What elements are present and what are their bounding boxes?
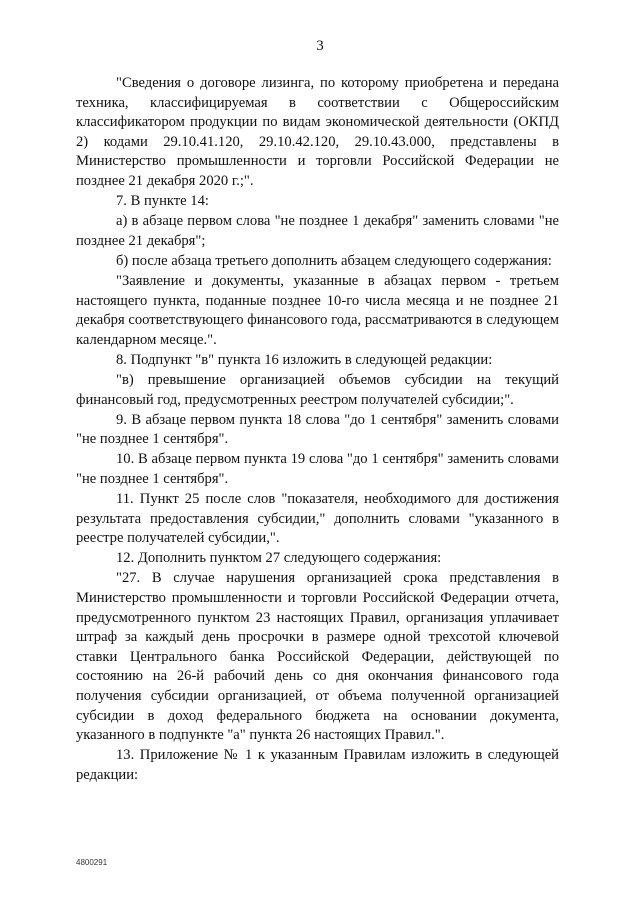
paragraph: "в) превышение организацией объемов субсидии на текущий финансовый год, предусмотренных реестром получателей субсидии;". <box>76 371 559 408</box>
paragraph: "Заявление и документы, указанные в абзацах первом - третьем настоящего пункта, поданные позднее 10-го числа месяца и не позднее 21 декабря соответствующего финансового года, рассматриваются в следующем календарном месяце.". <box>76 272 559 348</box>
document-body <box>76 74 559 786</box>
paragraph: "27. В случае нарушения организацией срока представления в Министерство промышленности и торговли Российской Федерации отчета, предусмотренного пунктом 23 настоящих Правил, организация уплачивает штраф за каждый день просрочки в размере одной трехсотой ключевой ставки Центрального банка Российской Федерации, действующей по состоянию на 26-й рабочий день со дня окончания финансового года получения субсидии организацией, от объема полученной организацией субсидии в доход федерального бюджета на основании документа, указанного в подпункте "а" пункта 26 настоящих Правил.". <box>76 570 559 744</box>
page-number: 3 <box>316 38 324 54</box>
document-code: 4800291 <box>76 858 108 867</box>
paragraph: 7. В пункте 14: <box>116 193 209 210</box>
paragraph: 10. В абзаце первом пункта 19 слова "до 1 сентября" заменить словами "не позднее 1 сентября". <box>76 451 559 487</box>
paragraph: 11. Пункт 25 после слов "показателя, необходимого для достижения результата предоставления субсидии," дополнить словами "указанного в реестре получателей субсидии,". <box>76 490 559 547</box>
paragraph: а) в абзаце первом слова "не позднее 1 декабря" заменить словами "не позднее 21 декабря"; <box>76 213 559 249</box>
paragraph: 9. В абзаце первом пункта 18 слова "до 1 сентября" заменить словами "не позднее 1 сентября". <box>76 411 559 448</box>
paragraph: 13. Приложение № 1 к указанным Правилам изложить в следующей редакции: <box>76 747 559 783</box>
paragraph: 12. Дополнить пунктом 27 следующего содержания: <box>116 550 442 567</box>
paragraph: 8. Подпункт "в" пункта 16 изложить в следующей редакции: <box>116 351 493 368</box>
paragraph: б) после абзаца третьего дополнить абзацем следующего содержания: <box>116 252 552 269</box>
paragraph: "Сведения о договоре лизинга, по которому приобретена и передана техника, классифицируемая в соответствии с Общероссийским классификатором продукции по видам экономической деятельности (ОКПД 2) кодами 29.10.41.120, 29.10.42.120, 29.10.43.000, представлены в Министерство промышленности и торговли Российской Федерации не позднее 21 декабря 2020 г.;". <box>76 75 559 189</box>
